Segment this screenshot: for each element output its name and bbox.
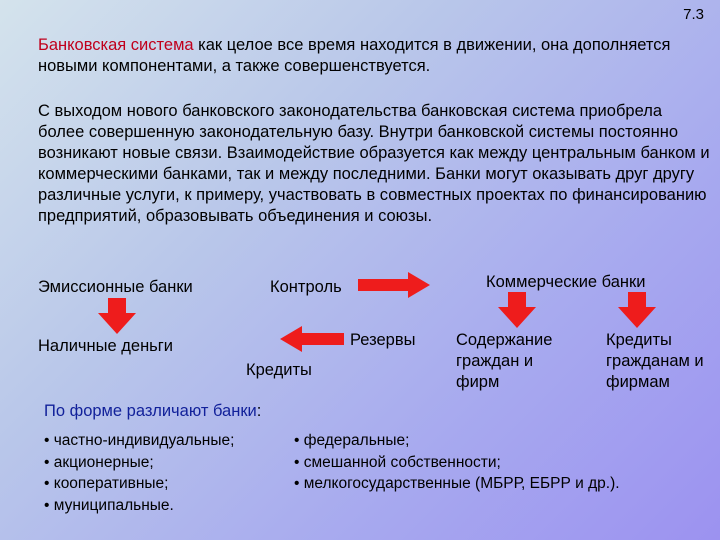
list-item: • смешанной собственности;	[294, 452, 620, 474]
slide-number: 7.3	[683, 6, 704, 23]
list-item: • частно-индивидуальные;	[44, 430, 234, 452]
arrow-down-icon-left	[498, 292, 536, 328]
list-item: • акционерные;	[44, 452, 234, 474]
reserves-label: Резервы	[350, 331, 416, 349]
forms-list-right	[294, 430, 620, 495]
forms-heading-suffix: :	[256, 402, 262, 420]
arrow-down-icon	[98, 298, 136, 334]
credits-label: Кредиты	[246, 361, 312, 379]
commercial-banks-label: Коммерческие банки	[486, 273, 646, 291]
forms-list-left	[44, 430, 234, 516]
list-item: • муниципальные.	[44, 495, 234, 517]
intro-paragraph	[38, 35, 698, 77]
credits-to-citizens-label: Кредиты гражданам и фирмам	[606, 331, 704, 391]
arrow-right-icon	[358, 272, 430, 298]
list-item: • федеральные;	[294, 430, 620, 452]
cash-label: Наличные деньги	[38, 337, 174, 355]
intro-rest: как целое все время находится в движении, она дополняется новыми компонентами, а также совершенствуется.	[38, 36, 671, 75]
list-item: • мелкогосударственные (МБРР, ЕБРР и др.).	[294, 473, 620, 495]
emission-banks-label: Эмиссионные банки	[38, 278, 193, 296]
forms-heading	[44, 402, 261, 421]
arrow-left-icon	[280, 326, 344, 352]
body-paragraph: С выходом нового банковского законодательства банковская система приобрела более совершенную законодательную базу. Внутри банковской системы постоянно возникают новые связи. Взаимодействие образуется как между центральным банком и коммерческими банками, так и между последними. Банки могут оказывать друг другу различные услуги, к примеру, участвовать в совместных проектах по финансированию предприятий, образовывать объединения и союзы.	[38, 102, 710, 225]
arrow-down-icon-right	[618, 292, 656, 328]
maintenance-label: Содержание граждан и фирм	[456, 331, 553, 391]
intro-accent: Банковская система	[38, 36, 194, 54]
control-label: Контроль	[270, 278, 342, 296]
forms-heading-accent: По форме различают банки	[44, 402, 257, 420]
list-item: • кооперативные;	[44, 473, 234, 495]
